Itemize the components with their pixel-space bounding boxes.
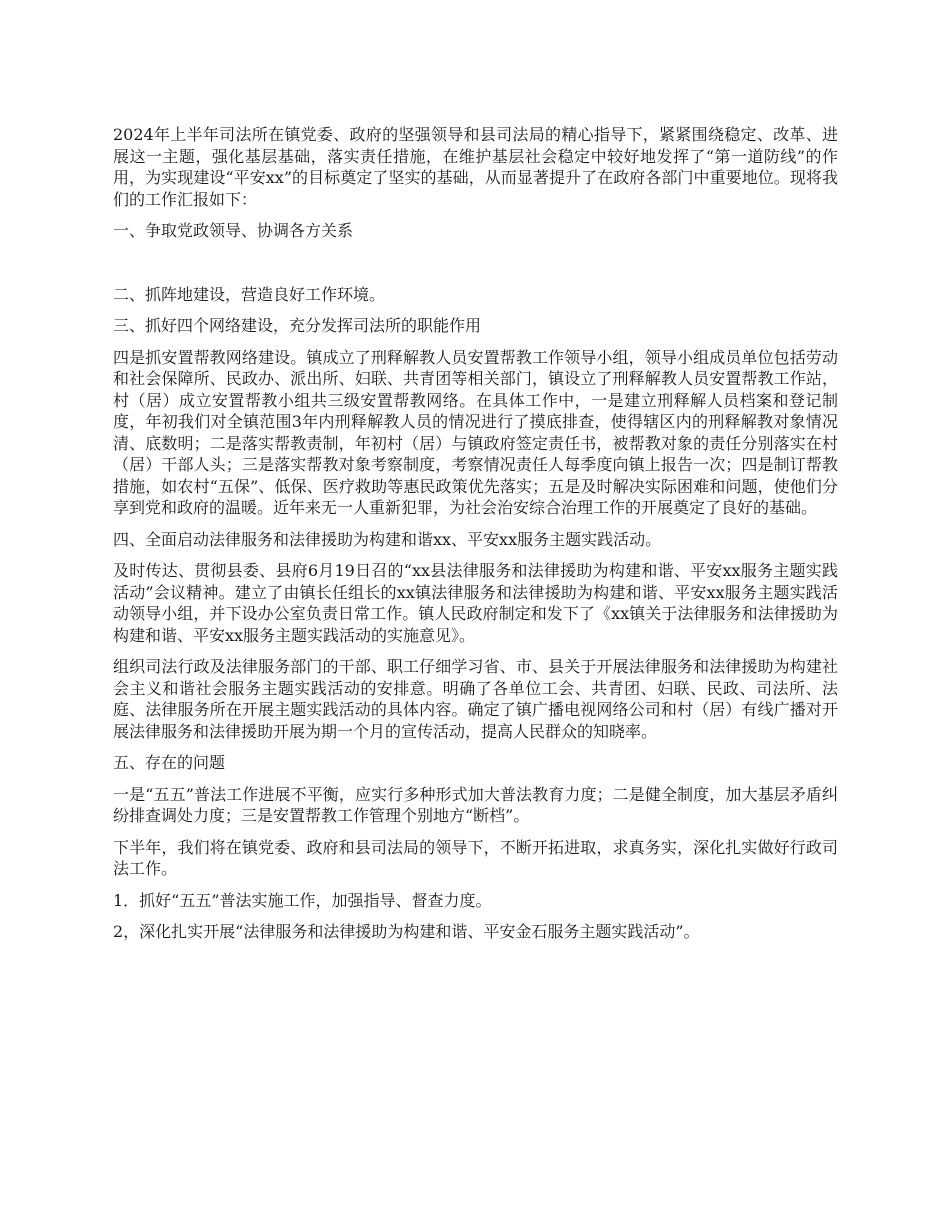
section-heading-2: 二、抓阵地建设，营造良好工作环境。 xyxy=(113,284,386,304)
plan-item-1: 1．抓好“五五”普法实施工作，加强指导、督查力度。 xyxy=(113,890,492,910)
section-5-paragraph: 一是“五五”普法工作进展不平衡，应实行多种形式加大普法教育力度；二是健全制度，加大基层矛盾纠纷排查调处力度；三是安置帮教工作管理个别地方“断档”。 xyxy=(113,784,838,825)
section-heading-4: 四、全面启动法律服务和法律援助为构建和谐xx、平安xx服务主题实践活动。 xyxy=(113,529,662,549)
section-3-paragraph: 四是抓安置帮教网络建设。镇成立了刑释解教人员安置帮教工作领导小组，领导小组成员单位包括劳动和社会保障所、民政办、派出所、妇联、共青团等相关部门，镇设立了刑释解教人员安置帮教工作站，村（居）成立安置帮教小组共三级安置帮教网络。在具体工作中，一是建立刑释解人员档案和登记制度，年初我们对全镇范围3年内刑释解教人员的情况进行了摸底排查，使得辖区内的刑释解教对象情况清、底数明；二是落实帮教责制，年初村（居）与镇政府签定责任书，被帮教对象的责任分别落实在村（居）干部人头；三是落实帮教对象考察制度，考察情况责任人每季度向镇上报告一次；四是制订帮教措施，如农村“五保”、低保、医疗救助等惠民政策优先落实；五是及时解决实际困难和问题，使他们分享到党和政府的温暖。近年来无一人重新犯罪，为社会治安综合治理工作的开展奠定了良好的基础。 xyxy=(113,347,838,517)
intro-paragraph: 2024年上半年司法所在镇党委、政府的坚强领导和县司法局的精心指导下，紧紧围绕稳定、改革、进展这一主题，强化基层基础，落实责任措施，在维护基层社会稳定中较好地发挥了“第一道防线”的作用，为实现建设“平安xx”的目标奠定了坚实的基础，从而显著提升了在政府各部门中重要地位。现将我们的工作汇报如下： xyxy=(113,125,838,209)
section-heading-3: 三、抓好四个网络建设，充分发挥司法所的职能作用 xyxy=(113,316,482,335)
plan-item-2: 2，深化扎实开展“法律服务和法律援助为构建和谐、平安金石服务主题实践活动”。 xyxy=(113,922,700,941)
section-4-paragraph-1: 及时传达、贯彻县委、县府6月19日召的“xx县法律服务和法律援助为构建和谐、平安xx服务主题实践活动”会议精神。建立了由镇长任组长的xx镇法律服务和法律援助为构建和谐、平安xx服务主题实践活动领导小组，并下设办公室负责日常工作。镇人民政府制定和发下了《xx镇关于法律服务和法律援助为构建和谐、平安xx服务主题实践活动的实施意见》。 xyxy=(113,561,838,645)
section-heading-5: 五、存在的问题 xyxy=(113,753,226,772)
plan-intro-paragraph: 下半年，我们将在镇党委、政府和县司法局的领导下，不断开拓进取，求真务实，深化扎实做好行政司法工作。 xyxy=(113,837,838,878)
blank-spacer xyxy=(113,252,838,284)
document-body xyxy=(113,124,838,953)
section-heading-1: 一、争取党政领导、协调各方关系 xyxy=(113,221,354,240)
section-4-paragraph-2: 组织司法行政及法律服务部门的干部、职工仔细学习省、市、县关于开展法律服务和法律援助为构建社会主义和谐社会服务主题实践活动的安排意。明确了各单位工会、共青团、妇联、民政、司法所、法庭、法律服务所在开展主题实践活动的具体内容。确定了镇广播电视网络公司和村（居）有线广播对开展法律服务和法律援助开展为期一个月的宣传活动，提高人民群众的知晓率。 xyxy=(113,657,838,741)
